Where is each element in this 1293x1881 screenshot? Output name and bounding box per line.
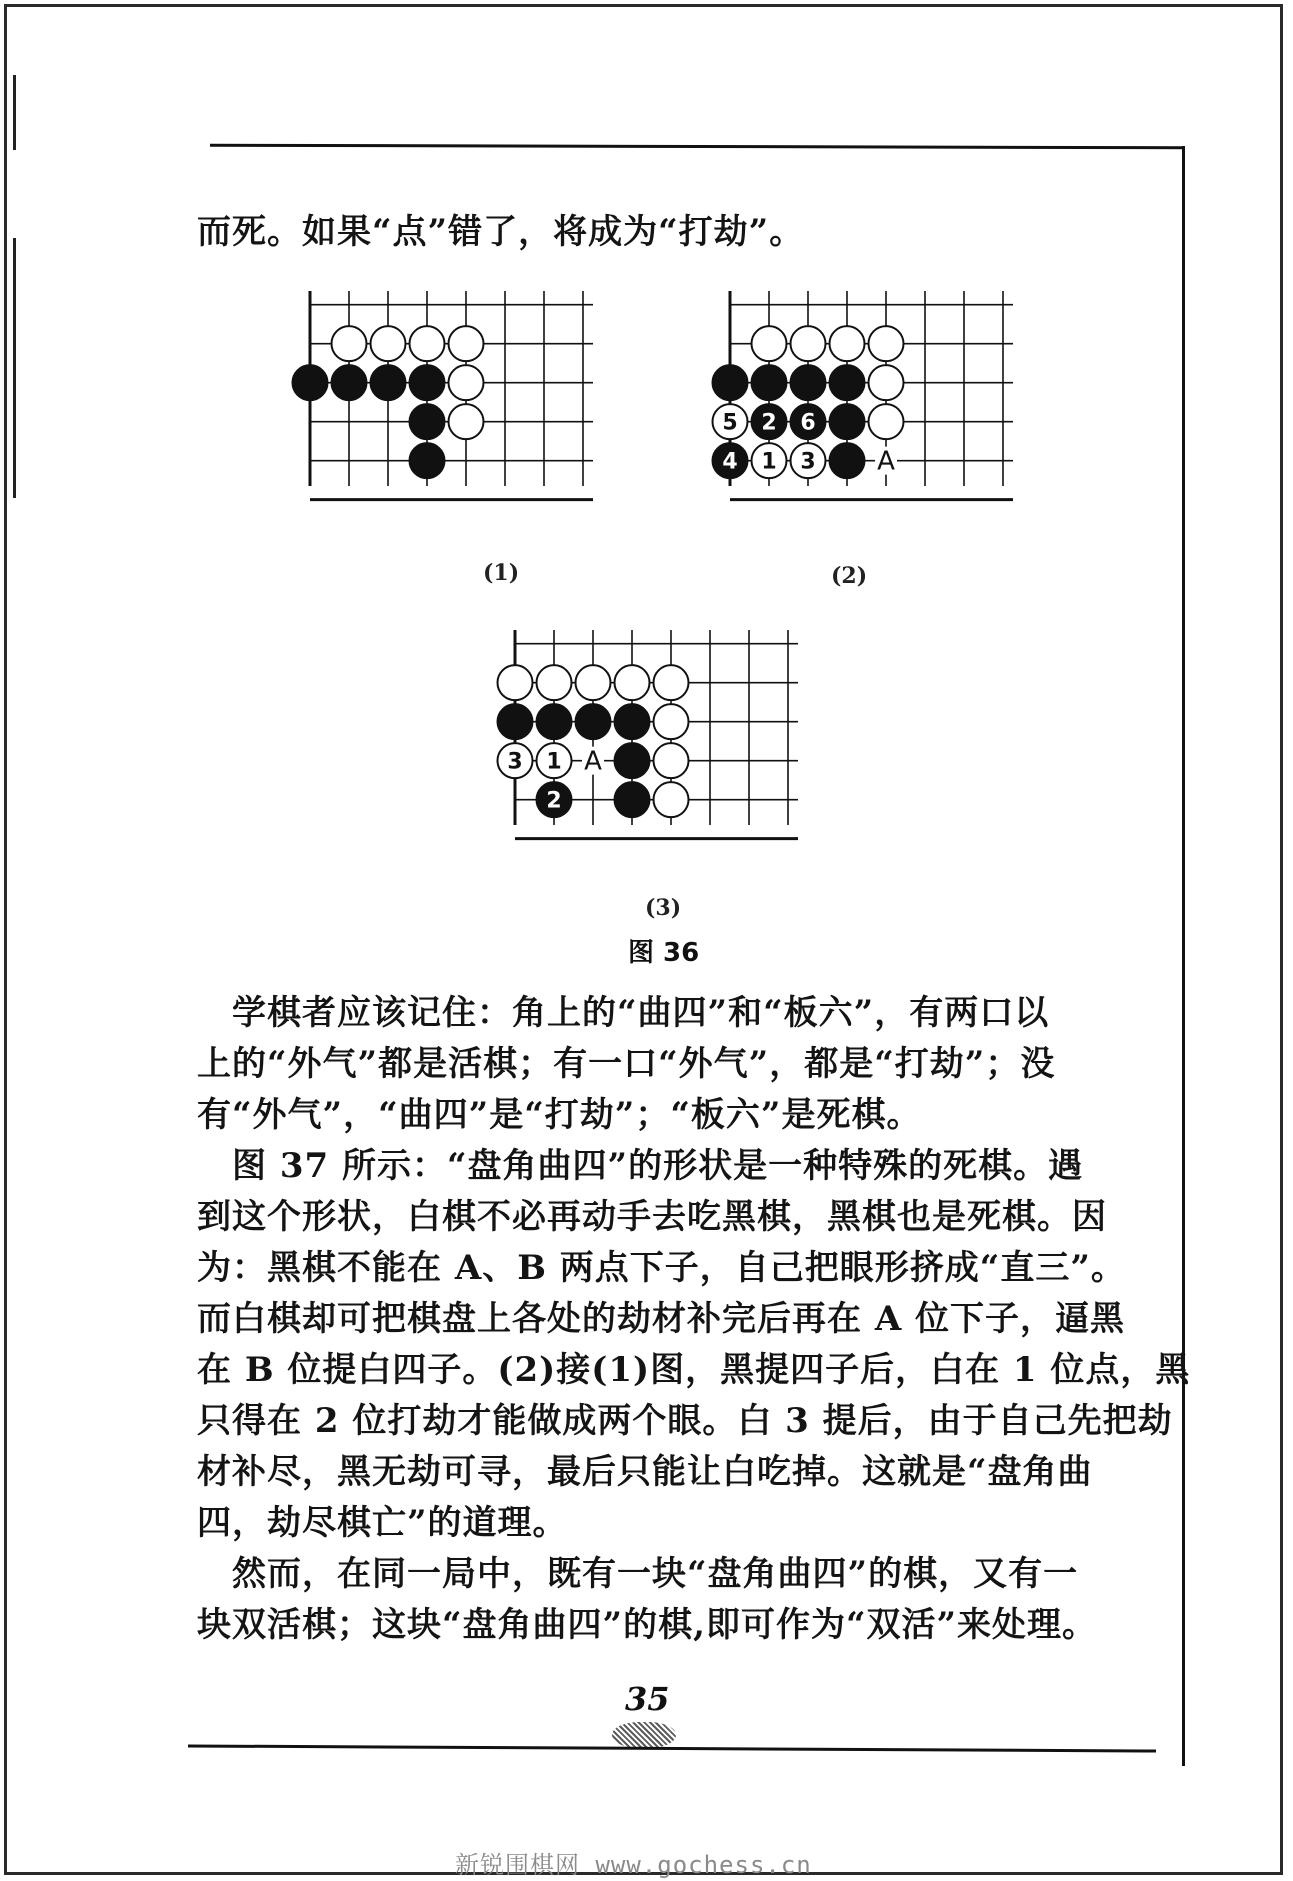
black-stone [410,365,445,400]
point-label: A [584,746,602,777]
body-line: 材补尽，黑无劫可寻，最后只能让白吃掉。这就是“盘角曲 [197,1452,1093,1492]
right-rule [1182,146,1185,1766]
body-line: 到这个形状，白棋不必再动手去吃黑棋，黑棋也是死棋。因 [197,1197,1107,1237]
white-stone [654,743,689,778]
fig3-caption: (3) [645,895,682,921]
black-stone [791,365,826,400]
black-stone [713,365,748,400]
black-stone [371,365,406,400]
white-stone [752,326,787,361]
fig1-caption: (1) [483,560,520,586]
go-diagram-1 [290,286,620,526]
black-stone [752,365,787,400]
black-stone [830,404,865,439]
body-line: 为：黑棋不能在 A、B 两点下子，自己把眼形挤成“直三”。 [197,1248,1126,1288]
scan-edge-mark [13,238,16,498]
black-stone [537,704,572,739]
body-line: 四，劫尽棋亡”的道理。 [197,1503,568,1543]
black-stone [830,443,865,478]
black-stone [410,404,445,439]
page-number: 35 [625,1680,670,1718]
body-line: 有“外气”，“曲四”是“打劫”；“板六”是死棋。 [197,1095,922,1135]
black-stone [615,743,650,778]
white-stone [498,665,533,700]
black-stone [293,365,328,400]
white-stone [449,365,484,400]
body-line: 块双活棋；这块“盘角曲四”的棋,即可作为“双活”来处理。 [197,1605,1098,1645]
white-stone [332,326,367,361]
white-stone [654,782,689,817]
body-line: 而白棋却可把棋盘上各处的劫材补完后再在 A 位下子，逼黑 [197,1299,1126,1339]
white-stone [830,326,865,361]
point-label: A [877,446,895,477]
body-line: 只得在 2 位打劫才能做成两个眼。白 3 提后，由于自己先把劫 [197,1401,1173,1441]
scan-edge-mark [13,75,16,150]
move-number: 1 [761,449,777,475]
white-stone [869,326,904,361]
move-number: 3 [800,449,816,475]
black-stone [498,704,533,739]
black-stone [830,365,865,400]
white-stone [449,404,484,439]
white-stone [537,665,572,700]
white-stone [654,704,689,739]
white-stone [576,665,611,700]
white-stone [791,326,826,361]
white-stone [869,365,904,400]
page-ornament [612,1722,676,1748]
white-stone [615,665,650,700]
move-number: 3 [507,749,523,775]
body-line: 图 37 所示：“盘角曲四”的形状是一种特殊的死棋。遇 [197,1146,1084,1186]
move-number: 2 [546,788,562,814]
fig2-caption: (2) [831,563,868,589]
white-stone [654,665,689,700]
body-line: 在 B 位提白四子。(2)接(1)图，黑提四子后，白在 1 位点，黑 [197,1350,1191,1390]
move-number: 2 [761,410,777,436]
black-stone [332,365,367,400]
body-line: 然而，在同一局中，既有一块“盘角曲四”的棋，又有一 [197,1554,1079,1594]
black-stone [615,782,650,817]
move-number: 5 [722,410,738,436]
black-stone [576,704,611,739]
watermark: 新锐围棋网 www.gochess.cn [455,1851,812,1879]
move-number: 4 [722,449,738,475]
move-number: 6 [800,410,816,436]
black-stone [615,704,650,739]
body-line: 学棋者应该记住：角上的“曲四”和“板六”，有两口以 [197,993,1050,1033]
white-stone [410,326,445,361]
white-stone [371,326,406,361]
go-diagram-3 [495,625,825,865]
move-number: 1 [546,749,562,775]
black-stone [410,443,445,478]
go-diagram-2 [710,286,1040,526]
intro-line: 而死。如果“点”错了，将成为“打劫”。 [197,212,805,252]
body-line: 上的“外气”都是活棋；有一口“外气”，都是“打劫”；没 [197,1044,1056,1084]
white-stone [869,404,904,439]
figure-title: 图 36 [628,938,700,968]
white-stone [449,326,484,361]
